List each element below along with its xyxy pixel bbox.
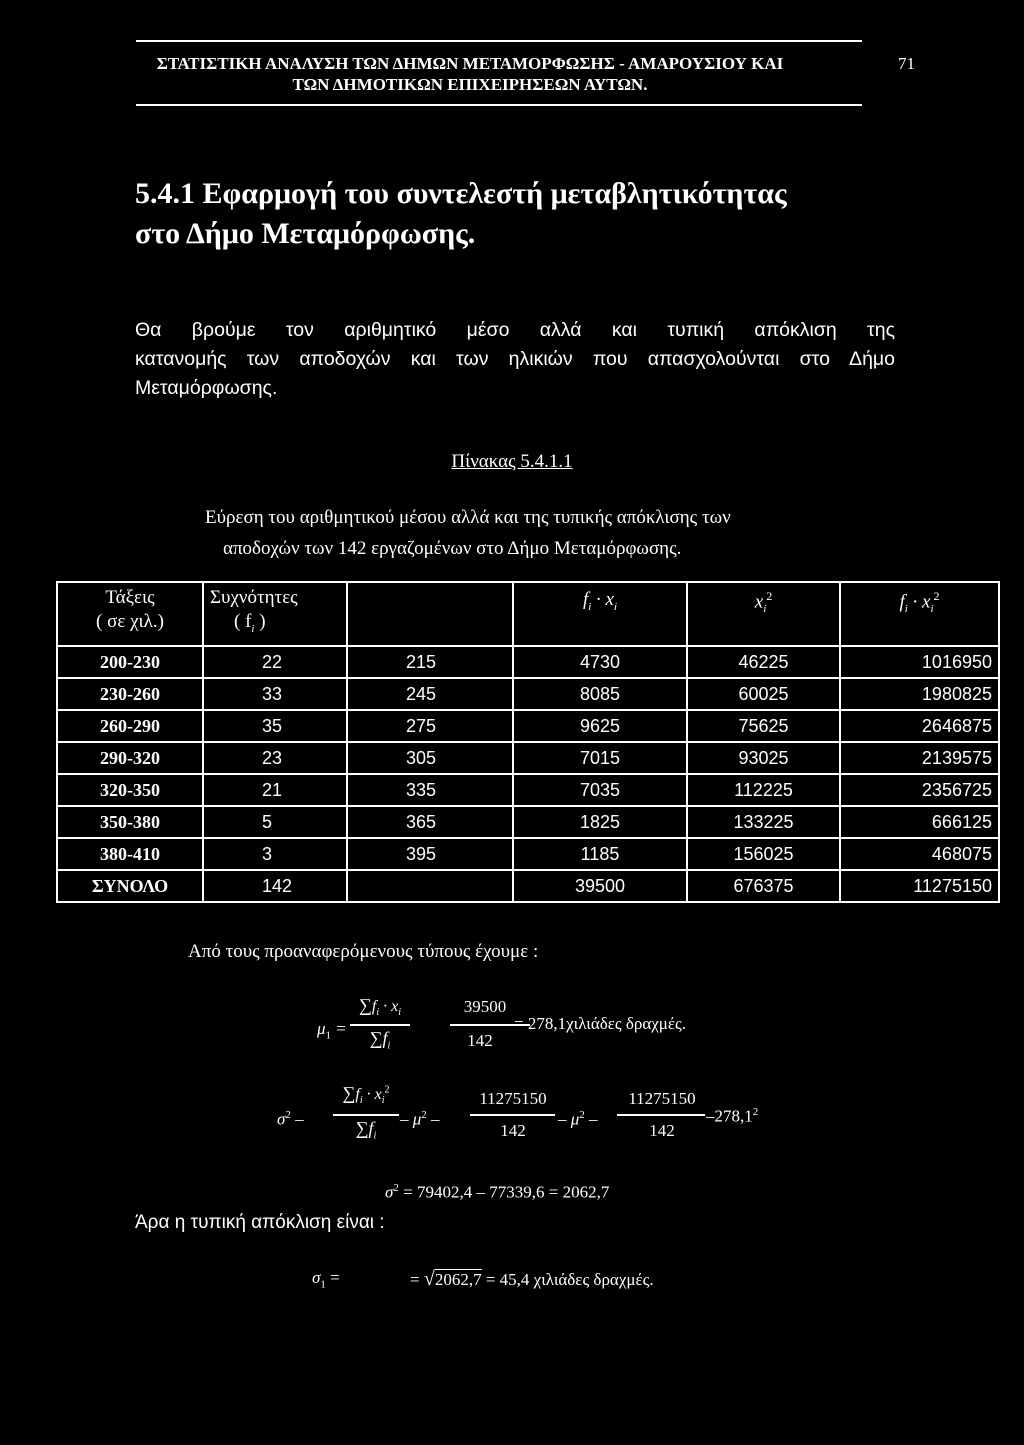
table-caption <box>0 451 1024 473</box>
class-cell: 200-230 <box>57 646 203 678</box>
x-squared-cell: 112225 <box>687 774 840 806</box>
intro-line3: Μεταμόρφωσης. <box>135 377 278 399</box>
table-total-row <box>57 870 999 902</box>
variance-mu-1: – $\mu^2$ – <box>400 1109 440 1129</box>
variance-denominator-sum: $\sum f_i$ <box>355 1118 377 1142</box>
fx-cell: 7015 <box>513 742 687 774</box>
midpoint-cell: 395 <box>347 838 513 870</box>
x-squared-cell: 46225 <box>687 646 840 678</box>
frequency-cell: 142 <box>203 870 347 902</box>
table-caption-text: Πίνακας 5.4.1.1 <box>451 451 573 472</box>
class-cell: 290-320 <box>57 742 203 774</box>
mean-symbol: $\mu_1$ = <box>317 1019 347 1042</box>
midpoint-cell: 335 <box>347 774 513 806</box>
class-cell: 380-410 <box>57 838 203 870</box>
fx-squared-cell: 666125 <box>840 806 999 838</box>
variance-fraction-line-3 <box>617 1114 705 1116</box>
variance-fraction-sum: $\sum f_i \cdot x_i^2$ <box>342 1083 390 1107</box>
header-x-squared: $x_i^2$ <box>687 582 840 646</box>
header-classes: Τάξεις ( σε χιλ.) <box>57 582 203 646</box>
frequency-cell: 21 <box>203 774 347 806</box>
fx-squared-cell: 2356725 <box>840 774 999 806</box>
variance-numerator-value-2: 11275150 <box>628 1089 696 1108</box>
sd-intro: Άρα η τυπική απόκλιση είναι : <box>135 1212 385 1233</box>
table-description-line2: αποδοχών των 142 εργαζομένων στο Δήμο Μεταμόρφωσης. <box>223 538 682 559</box>
header-fx: $f_i \cdot x_i$ <box>513 582 687 646</box>
fx-cell: 8085 <box>513 678 687 710</box>
frequency-cell: 3 <box>203 838 347 870</box>
frequency-cell: 35 <box>203 710 347 742</box>
header-midpoint <box>347 582 513 646</box>
midpoint-cell: 245 <box>347 678 513 710</box>
sd-symbol: $\sigma_1$ = <box>312 1268 340 1291</box>
class-cell: 230-260 <box>57 678 203 710</box>
fx-squared-cell: 468075 <box>840 838 999 870</box>
fx-squared-cell: 1980825 <box>840 678 999 710</box>
page-number: 71 <box>898 54 915 73</box>
midpoint-cell: 305 <box>347 742 513 774</box>
midpoint-cell: 275 <box>347 710 513 742</box>
header-top-rule <box>136 40 862 42</box>
fx-squared-cell: 11275150 <box>840 870 999 902</box>
table-row <box>57 806 999 838</box>
fx-squared-cell: 1016950 <box>840 646 999 678</box>
fx-cell: 7035 <box>513 774 687 806</box>
x-squared-cell: 93025 <box>687 742 840 774</box>
frequency-cell: 22 <box>203 646 347 678</box>
x-squared-cell: 156025 <box>687 838 840 870</box>
x-squared-cell: 676375 <box>687 870 840 902</box>
class-cell: 350-380 <box>57 806 203 838</box>
intro-line1: Θα βρούμε τον αριθμητικό μέσο αλλά και τυπική απόκλιση της <box>135 319 895 341</box>
mean-denominator-value: 142 <box>467 1031 493 1050</box>
variance-numerator-value-1: 11275150 <box>479 1089 547 1108</box>
variance-denominator-value-1: 142 <box>500 1121 526 1140</box>
frequency-cell: 5 <box>203 806 347 838</box>
fx-cell: 4730 <box>513 646 687 678</box>
mean-fraction-sum: $\sum f_i \cdot x_i$ <box>359 995 401 1019</box>
variance-end: –278,1$^2$ <box>706 1106 759 1126</box>
mean-numerator-value: 39500 <box>463 997 507 1016</box>
table-description-line1: Εύρεση του αριθμητικού μέσου αλλά και της τυπικής απόκλισης των <box>205 507 731 528</box>
variance-fraction-line-1 <box>333 1114 399 1116</box>
section-heading-line2: στο Δήμο Μεταμόρφωσης. <box>135 217 476 250</box>
class-cell: 260-290 <box>57 710 203 742</box>
variance-line2: $\sigma^2 = 79402,4 - 77339,6 = 2062,7$ <box>385 1182 610 1202</box>
intro-line2: κατανομής των αποδοχών και των ηλικιών που απασχολούνται στο Δήμο <box>135 348 895 370</box>
header-frequency: Συχνότητες ( $f_i$ ) <box>203 582 347 646</box>
table-row <box>57 838 999 870</box>
header-bottom-rule <box>136 104 862 106</box>
variance-symbol: $\sigma^2$ – <box>277 1109 304 1129</box>
x-squared-cell: 75625 <box>687 710 840 742</box>
table-header-row <box>57 582 999 646</box>
fx-cell: 39500 <box>513 870 687 902</box>
table-row <box>57 710 999 742</box>
section-heading-line1: 5.4.1 Εφαρμογή του συντελεστή μεταβλητικότητας <box>135 177 787 210</box>
frequency-cell: 33 <box>203 678 347 710</box>
frequency-cell: 23 <box>203 742 347 774</box>
fx-squared-cell: 2139575 <box>840 742 999 774</box>
fx-cell: 9625 <box>513 710 687 742</box>
variance-fraction-line-2 <box>470 1114 555 1116</box>
midpoint-cell <box>347 870 513 902</box>
fx-cell: 1185 <box>513 838 687 870</box>
table-row <box>57 742 999 774</box>
running-header-line1: ΣΤΑΤΙΣΤΙΚΗ ΑΝΑΛΥΣΗ ΤΩΝ ΔΗΜΩΝ ΜΕΤΑΜΟΡΦΩΣΗΣ - ΑΜΑΡΟΥΣΙΟΥ ΚΑΙ <box>156 54 784 73</box>
header-fx-squared: $f_i \cdot x_i^2$ <box>840 582 999 646</box>
mean-result: = 278,1χιλιάδες δραχμές. <box>514 1014 687 1033</box>
table-row <box>57 646 999 678</box>
table-row <box>57 678 999 710</box>
sd-formula: = √2062,7 = 45,4 χιλιάδες δραχμές. <box>410 1268 654 1290</box>
variance-denominator-value-2: 142 <box>649 1121 675 1140</box>
class-cell: 320-350 <box>57 774 203 806</box>
mean-fraction-line-1 <box>350 1024 410 1026</box>
variance-mu-2: – $\mu^2$ – <box>558 1109 598 1129</box>
table-row <box>57 774 999 806</box>
fx-squared-cell: 2646875 <box>840 710 999 742</box>
frequency-table <box>56 581 1000 903</box>
intro-paragraph <box>135 316 895 403</box>
running-header-line2: ΤΩΝ ΔΗΜΟΤΙΚΩΝ ΕΠΙΧΕΙΡΗΣΕΩΝ ΑΥΤΩΝ. <box>292 75 648 94</box>
x-squared-cell: 60025 <box>687 678 840 710</box>
x-squared-cell: 133225 <box>687 806 840 838</box>
midpoint-cell: 365 <box>347 806 513 838</box>
midpoint-cell: 215 <box>347 646 513 678</box>
class-cell: ΣΥΝΟΛΟ <box>57 870 203 902</box>
formulas-intro: Από τους προαναφερόμενους τύπους έχουμε : <box>188 941 539 962</box>
fx-cell: 1825 <box>513 806 687 838</box>
table-description <box>205 502 865 564</box>
mean-denominator-sum: $\sum f_i$ <box>369 1028 391 1052</box>
